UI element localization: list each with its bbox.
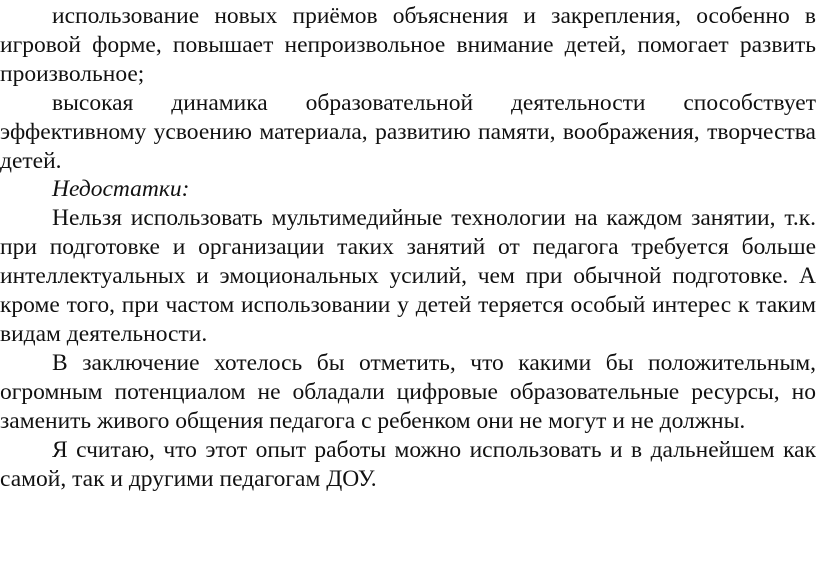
paragraph-conclusion: В заключение хотелось бы отметить, что какими бы положительным, огромным потенциалом не обладали цифровые образовательные ресурсы, но заменить живого общения педагога с ребенком они не могут и не должны. — [0, 349, 816, 434]
document-body — [0, 2, 816, 493]
paragraph-disadvantages: Нельзя использовать мультимедийные технологии на каждом занятии, т.к. при подготовке и организации таких занятий от педагога требуется больше интеллектуальных и эмоциональных усилий, чем при обычной подготовке. А кроме того, при частом использовании у детей теряется особый интерес к таким видам деятельности. — [0, 205, 816, 347]
paragraph-game-form-benefit: использование новых приёмов объяснения и закрепления, особенно в игровой форме, повышает непроизвольное внимание детей, помогает развить произвольное; — [0, 3, 816, 87]
heading-disadvantages: Недостатки: — [52, 176, 190, 203]
paragraph-final-opinion: Я считаю, что этот опыт работы можно использовать и в дальнейшем как самой, так и другими педагогам ДОУ. — [0, 436, 816, 492]
paragraph-dynamics-benefit: высокая динамика образовательной деятельности способствует эффективному усвоению материала, развитию памяти, воображения, творчества детей. — [0, 89, 816, 174]
